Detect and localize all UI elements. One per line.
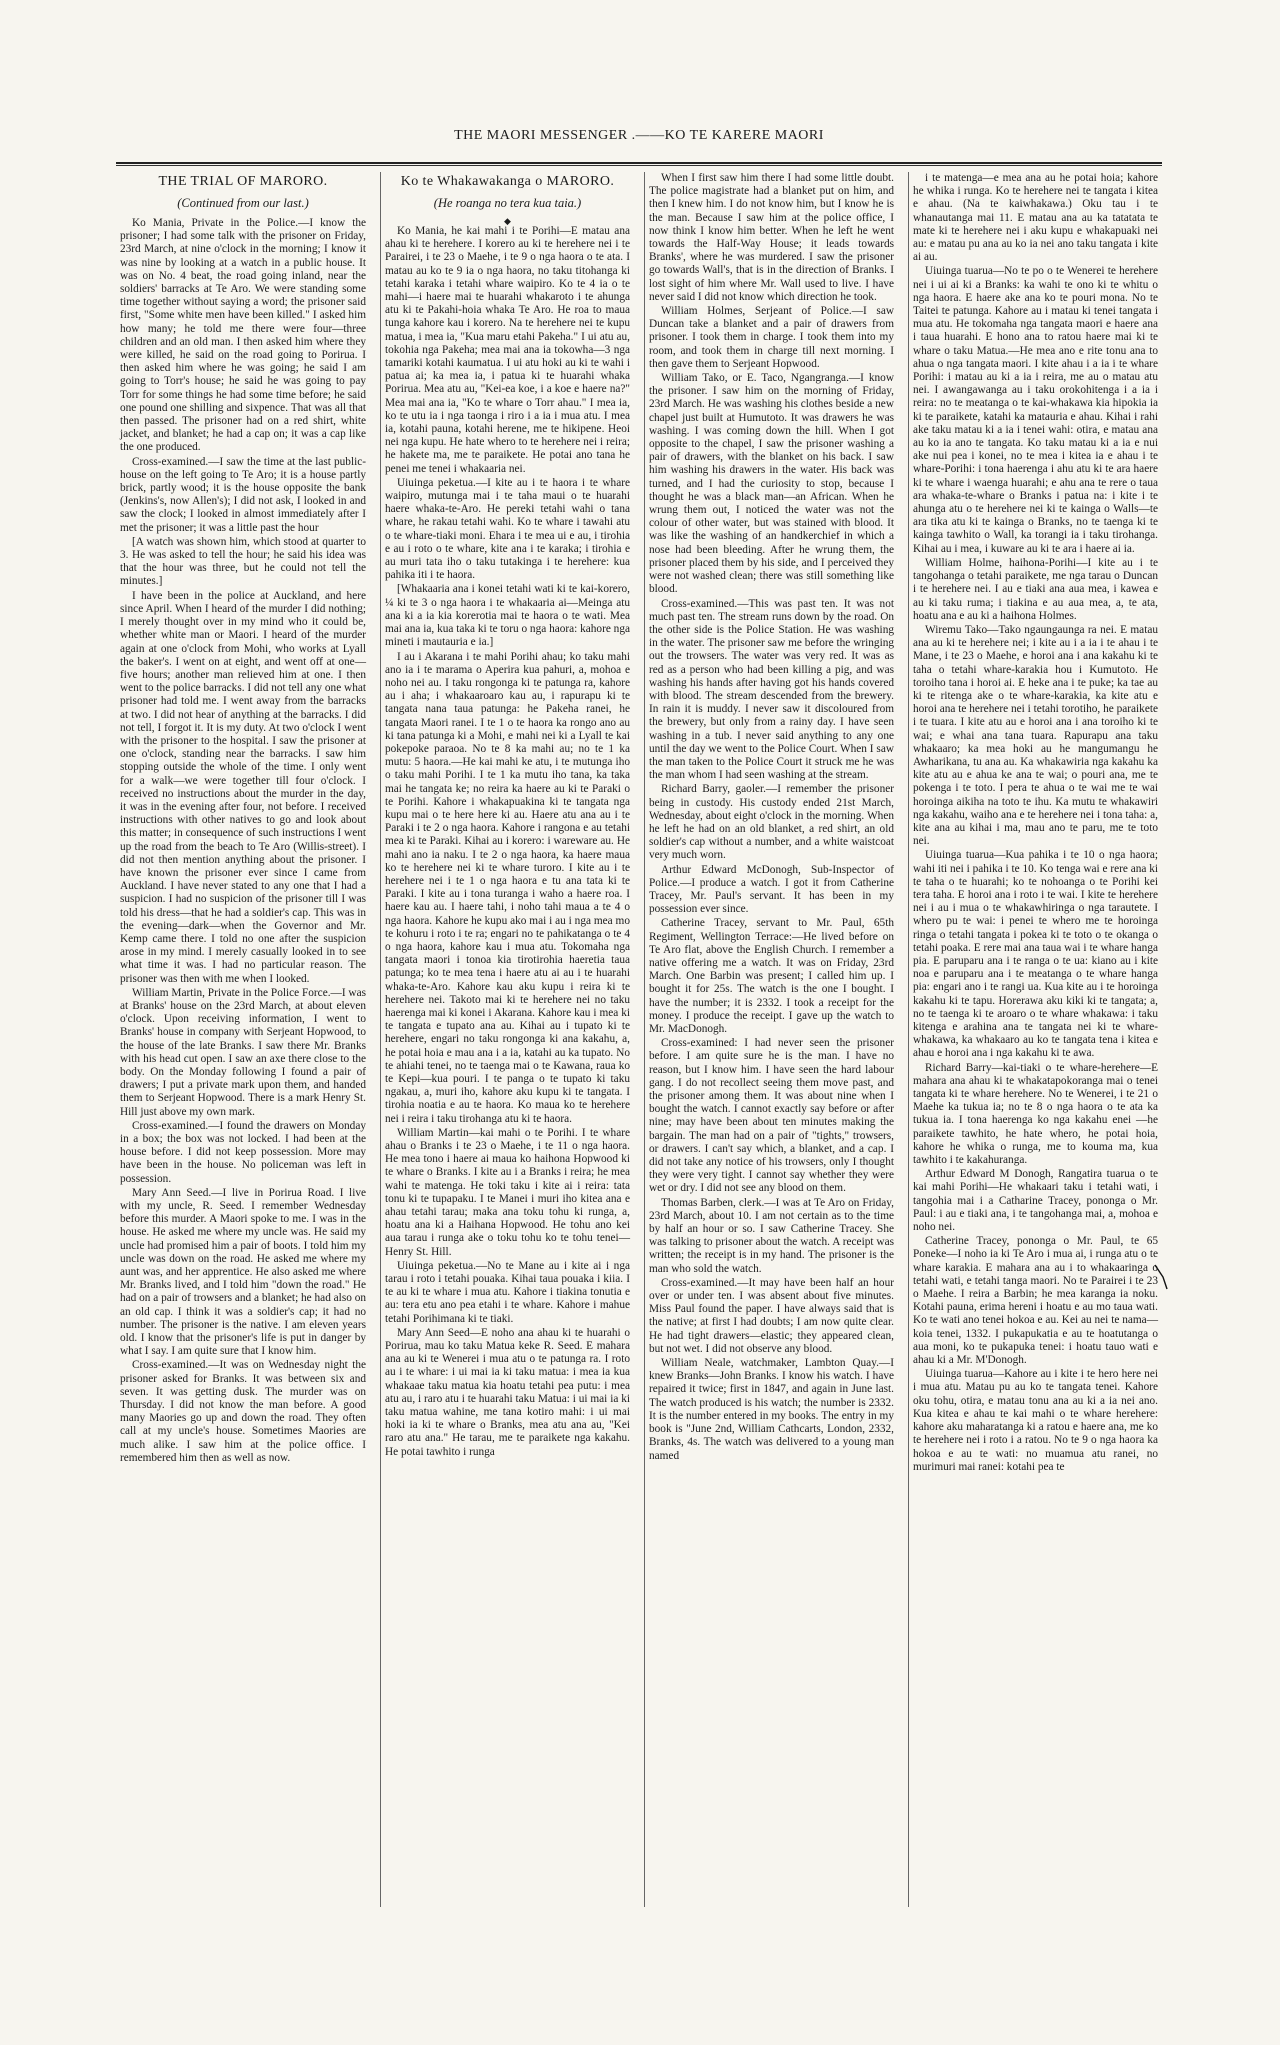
paragraph: William Holme, haihona-Porihi—I kite au i te tangohanga o tetahi paraikete, me nga tarau o Duncan i te herehere nei. I au e tiaki ana aua mea, i kawea e au ki taku ruma; i tiakina e au aua mea, a, te ata, hoatu ana e au ki a haihona Holmes. [913,556,1158,622]
paragraph: Cross-examined.—It was on Wednesday night the prisoner asked for Branks. It was between six and seven. It was getting dusk. The murder was on Thursday. I did not know the man before. A good many Maories go up and down the road. They often call at my uncle's house. Sometimes Maories are much alike. I saw him at the police office. I remembered him then as well as now. [120,1359,366,1464]
running-head: THE MAORI MESSENGER .——KO TE KARERE MAORI [454,128,824,143]
paragraph: Mary Ann Seed.—I live in Porirua Road. I live with my uncle, R. Seed. I remember Wednesday before this murder. A Maori spoke to me. I was in the house. He asked me where my uncle was. He said my uncle had promised him a pair of boots. I told him my uncle was down on the road. He asked me where my aunt was, and her apprentice. He also asked me where Mr. Branks lived, and I told him "down the road." He had on a pair of trowsers and a blanket; he had also on an old cap. I think it was a soldier's cap; it had no number. The prisoner is the native. I am eleven years old. I know that the prisoner's life is put in danger by what I say. I am quite sure that I know him. [120,1186,366,1358]
paragraph: William Tako, or E. Taco, Ngangranga.—I know the prisoner. I saw him on the morning of Friday, 23rd March. He was washing his clothes beside a new chapel just built at Humutoto. It was drawers he was washing. I was coming down the hill. When I got opposite to the chapel, I saw the prisoner washing a pair of drawers, with the blanket on his back. I saw him washing his drawers in the water. His back was turned, and I had the curiosity to stop, because I thought he was a black man—an African. When he wrung them out, I noticed the water was not the colour of other water, but was stained with blood. It was like the washing of an handkerchief in which a nose had been bleeding. After he wrung them, the prisoner placed them by his side, and I perceived they were not washed clean; there was still something like blood. [649,372,894,596]
header-rule-thin [116,165,1162,166]
header-rule [116,162,1162,164]
margin-pen-mark [1154,1264,1168,1290]
article-subtitle-maori: (He roanga no tera kua taia.) [433,196,582,210]
paragraph: Ko Mania, Private in the Police.—I know the prisoner; I had some talk with the prisoner on Friday, 23rd March, at nine o'clock in the morning; I know it was nine by looking at a watch in a public house. It was on No. 4 beat, the road going inland, near the soldiers' barracks at Te Aro. We were standing some time together without saying a word; the prisoner said first, "Some white men have been killed." I asked him how many; he told me there were four—three children and an old man. I then asked him where they were killed, he said on the road going to Porirua. I then asked him where he was going; he said I am going to Torr's house; he said he was going to pay Torr for some things he had some time before; he said one pound one shilling and sixpence. That was all that then passed. The prisoner had on a red shirt, white jacket, and blanket; he had a cap on; it was a cap like the one produced. [120,217,366,454]
paragraph: Mary Ann Seed—E noho ana ahau ki te huarahi o Porirua, mau ko taku Matua keke R. Seed. E mahara ana au ki te Wenerei i mua atu o te patunga ra. I roto au i te whare: i ui mai ia ki taku matua: i mea ia kua whakaae taku matua kia hoatu tetahi pea putu: i mea atu au, i raro atu i te huarahi taku Matua: i ui mai ia ki taku matua wahine, me tana kotiro mahi: i ui mai hoki ia ki te whare o Branks, mea atu ana au, "Kei raro atu ana." He tarau, me te paraikete nga kakahu. He potai tawhito i runga [385,1326,630,1458]
paragraph: Cross-examined.—It may have been half an hour over or under ten. I was absent about five minutes. Miss Paul found the paper. I have always said that is the native; at first I had doubts; I am now quite clear. He had tight drawers—elastic; they appeared clean, but not wet. I did not observe any blood. [649,1276,894,1355]
newspaper-page [0,128,1280,2045]
paragraph: Cross-examined: I had never seen the prisoner before. I am quite sure he is the man. I have no reason, but I know him. I have seen the hard labour gang. I do not recollect seeing them move past, and the prisoner among them. It was about nine when I bought the watch. I cannot exactly say before or after nine; may have been about ten minutes making the bargain. The man had on a pair of "tights," trowsers, or drawers. I can't say which, a blanket, and a cap. I did not take any notice of his trowsers, only I thought they were very tight. I cannot say whether they were wet or dry. I did not see any blood on them. [649,1037,894,1195]
paragraph: I have been in the police at Auckland, and here since April. When I heard of the murder I did nothing; I merely thought over in my mind who it could be, whether white man or Maori. I heard of the murder again at one o'clock from Mohi, who works at Lyall the baker's. I went on at eight, and went off at one—five hours; another man relieved him at one. I then went to the police barracks. I did not tell any one what prisoner had told me. I went away from the barracks at two. I did not hear of anything at the barracks. I did not tell, I forgot it. It is my duty. At two o'clock I went with the prisoner to the hospital. I saw the prisoner at one o'clock, standing near the barracks. I saw him stopping outside the whole of the time. I only went for a walk—we were together till four o'clock. I received no instructions about the murder in the day, it was in the evening after four, not before. I received instructions with other natives to go and look about this matter; in consequence of such instructions I went up the road from the beach to Te Aro (Willis-street). I did not then mention anything about the prisoner. I have known the prisoner ever since I came from Auckland. I have never stated to any one that I had a suspicion. I had no suspicion of the prisoner till I was told his dress—that he had a soldier's cap. This was in the evening—dark—when the Governor and Mr. Kemp came there. I told no one after the suspicion arose in my mind. I merely casually looked in to see what time it was. I had no particular reason. The prisoner was then with me when I looked. [120,589,366,985]
paragraph: i te matenga—e mea ana au he potai hoia; kahore he whika i runga. Ko te herehere nei te tangata i kitea e ahau. (Na te kaiwhakawa.) Oku tau i te whanautanga mai 11. E matau ana au ka tatatata te mate ki te herehere nei i aku kupu e whakapuaki nei au: e matau pu ana au ko ia nei ano taku tangata i kite ai au. [913,172,1158,264]
paragraph: Cross-examined.—This was past ten. It was not much past ten. The stream runs down by the road. On the other side is the Police Station. He was washing in the water. The prisoner saw me before the wringing out the trowsers. The water was very red. It was as red as a person who had been killing a pig, and was washing his hands after having got his hands covered with blood. The stream descended from the brewery. In rain it is muddy. I never saw it discoloured from the brewery, but only from a rainy day. I have seen washing in a tub. I never said anything to any one until the day we went to the Police Court. When I saw the man taken to the Police Court it struck me he was the man whom I had seen washing at the stream. [649,597,894,782]
article-body-english [120,217,366,1465]
paragraph: I au i Akarana i te mahi Porihi ahau; ko taku mahi ano ia i te marama o Aperira kua pahuri, a, mohoa e noho nei au. I taku rongonga ki te patunga ra, kahore au i aha; i whakaaroaro kau au, i rapurapu ki te tangata nana taua patunga: he Pakeha ranei, he tangata Maori ranei. I te 1 o te haora ka rongo ano au ki tana patunga ki a Mohi, e mahi nei ki a Lyall te kai pokepoke paraoa. No te 8 ka mahi au; no te 1 ka mutu: 5 haora.—He kai mahi ke atu, i te mutunga iho o taku mahi Porihi. I te 1 ka mutu iho tana, ka taka mai he tangata ke; no reira ka haere au ki te Paraki o te Porihi. Kahore i whakapuakina ki te tangata nga kupu mai o te here here ki au. Haere atu ana au i te Paraki i te 2 o nga haora. Kahore i rangona e au tetahi mea ki te Paraki. Kihai au i korero: i wareware au. He mahi ano ia naku. I te 2 o nga haora, ka haere maua ko te herehere nei ki te whare turoro. I kite au i te herehere nei i te 1 o nga haora e tu ana tata ki te Paraki. I kite au i tona turanga i waho a haere roa. I haere kau au. I haere tahi, i noho tahi maua a te 4 o nga haora. Kahore he kupu ako mai i au i nga mea mo te kohuru i roto i te ra; engari no te pahikatanga o te 4 o nga haora, kahore kau i mua atu. Tokomaha nga tangata maori i tonoa kia tirotirohia haeretia taua patunga; ko te mea tena i haere atu ai au i te huarahi whaka-te-Aro. Kahore kau aku kupu i reira ki te herehere nei. Takoto mai ki te herehere nei no taku haerenga mai ki konei i Akarana. Kahore kau i mea ki te tangata e tupato ana au. Kihai au i tupato ki te herehere, engari no taku rongonga ki ana kakahu, a, he potai hoia e mau ana i a ia, katahi au ka tupato. No te ahiahi tenei, no te taenga mai o te Kawana, raua ko te Kepi—kua pouri. I te panga o te tupato ki taku ngakau, a, muri iho, kahore aku kupu ki te tangata. I tirohia noatia e au te haora. Ko maua ko te herehere nei i reira i taku tirohanga atu ki te haora. [385,650,630,1125]
article-body-english-continued [649,172,894,1463]
columns [116,172,1162,1907]
paragraph: Arthur Edward M Donogh, Rangatira tuarua o te kai mahi Porihi—He whakaari taku i tetahi wati, i tangohia mai i a Catharine Tracey, pononga o Mr. Paul: i au e tiaki ana, i te tangohanga mai, a, mohoa e noho nei. [913,1168,1158,1234]
paragraph: Ko Mania, he kai mahi i te Porihi—E matau ana ahau ki te herehere. I korero au ki te herehere nei i te Parairei, i te 23 o Maehe, i te 9 o nga haora o te ata. I matau au ko te 9 ia o nga haora, no taku titohanga ki tetahi karaka i tetahi whare waipiro. Ko te 4 ia o te mahi—i haere mai te huarahi whakaroto i te ahunga atu ki te Pakahi-hoia whaka Te Aro. He roa to maua tunga kahore kau i korero. Na te herehere nei te kupu matua, i mea ia, "Kua maru etahi Pakeha." I ui atu au, tokohia nga Pakeha; mea mai ana ia tokowha—3 nga tamariki kotahi kaumatua. I ui atu hoki au ki te wahi i patua ai; ka mea ia, i patua ki te huarahi whaka Porirua. Mea atu au, "Kei-ea koe, i a koe e haere na?" Mea mai ana ia, "Ko te whare o Torr ahau." I mea ia, ko te utu ia i nga taonga i riro i a ia i mua atu. I mea ia, kotahi pauna, kotahi herene, me te hikipene. Heoi nei nga kupu. He hate whero to te herehere nei i reira; he hakete ma, me te paraikete. He potai ano tana he penei me tenei i whakaaria nei. [385,225,630,475]
column-maori-continued [908,172,1162,1907]
paragraph: Uiuinga peketua.—I kite au i te haora i te whare waipiro, mutunga mai i te taha maui o te huarahi haere whaka-te-Aro. He pereki tetahi wahi o tana whare, he rakau tetahi wahi. Ko te whare i tawahi atu o te whare-tiaki moni. Ehara i te mea ui e au, i tirohia e au i roto o te whare, kite ana i te karaka; i tirohia e au muri tata iho o taku tutakinga i te herehere: kua pahika iti i te haora. [385,476,630,582]
paragraph: Uiuinga tuarua—Kua pahika i te 10 o nga haora; wahi iti nei i pahika i te 10. Ko tenga wai e rere ana ki te taha o te huarahi; ko te nohoanga o te Porihi kei tera taha. E horoi ana i roto i te wai. I kite te herehere nei i au i mua o te whakawhiringa o nga tarautete. I whero pu te wai: i penei te whero me te horoinga ringa o tetahi tangata i pokea ki te toto o te okanga o tetahi poaka. E rere mai ana taua wai i te whare hanga pia. E paruparu ana i te ranga o te ua: kiano au i kite noa e paruparu ana i te meatanga o te whare hanga pia: engari ano i te rangi ua. Kua kite au i te horoinga kakahu ki te tapu. Horerawa aku kiki ki te tangata; a, no te taenga ki te aroaro o te whare whakawa: i taku kitenga e arahina ana te tangata nei ki te whare-whakawa, ka whakaaro au ko te tangata tena i kitea e ahau e horoi ana i nga kakahu ki te awa. [913,849,1158,1060]
ornament-divider: ◆ [504,216,511,226]
paragraph: William Martin, Private in the Police Force.—I was at Branks' house on the 23rd March, at about eleven o'clock. Upon receiving information, I went to Branks' house in company with Serjeant Hopwood, to the house of the late Branks. I saw there Mr. Branks with his head cut open. I saw an axe there close to the body. On the Monday following I found a pair of drawers; I put a private mark upon them, and handed them to Serjeant Hopwood. There is a mark Henry St. Hill just above my own mark. [120,986,366,1118]
column-maori-trial [380,172,634,1907]
paragraph: Catherine Tracey, servant to Mr. Paul, 65th Regiment, Wellington Terrace:—He lived before on Te Aro flat, above the English Church. I remember a native offering me a watch. It was on Friday, 23rd March. One Barbin was present; I called him up. I bought it for 25s. The watch is the one I bought. I have the number; it is 2332. I took a receipt for the money. I produce the receipt. I gave up the watch to Mr. MacDonogh. [649,917,894,1035]
paragraph: Thomas Barben, clerk.—I was at Te Aro on Friday, 23rd March, about 10. I am not certain as to the time by half an hour or so. I saw Catherine Tracey. She was talking to prisoner about the watch. A receipt was written; the receipt is in my hand. The prisoner is the man who sold the watch. [649,1196,894,1275]
article-body-maori [385,225,630,1459]
article-subtitle-english: (Continued from our last.) [177,196,309,210]
paragraph: Uiuinga peketua.—No te Mane au i kite ai i nga tarau i roto i tetahi pouaka. Kihai taua pouaka i kiia. I te au ki te whare i mua atu. Kahore i tiakina tonutia e au: tera etu ano pea etahi i te whare. Kahore i mahue tetahi Porihimana ki te tiaki. [385,1259,630,1325]
paragraph: Richard Barry, gaoler.—I remember the prisoner being in custody. His custody ended 21st March, Wednesday, about eight o'clock in the morning. When he left he had on an old blanket, a red shirt, an old soldier's cap without a number, and a white waistcoat very much worn. [649,783,894,862]
paragraph: Uiuinga tuarua—No te po o te Wenerei te herehere nei i ui ai ki a Branks: ka wahi te ono ki te whitu o nga haora. E haere ake ana ko te pouri mona. No te Taitei te patunga. Kahore au i matau ki tenei tangata i mua atu. He tokomaha nga tangata maori e haere ana i taua huarahi. E hono ana to ratou haere mai ki te whare o taku Matua.—He mea ano e rite tonu ana to ahua o nga tangata maori. I kite ahau i a ia i te whare Porihi: i matau au ki a ia i reira, me au o matau atu nei. I awangawanga au i taku orokohitenga i a ia i reira: no te meatanga o te kai-whakawa kia hipokia ia ki te paraikete, katahi ka matauria e ahau. Kihai i rahi ake taku matau ki a ia i tenei wahi: otira, e matau ana au ko ia ano te tangata. Ko taku matau ki a ia e nui ake nui pea i konei, no te mea i kitea ia e ahau i te whare-Porihi: i tona haerenga i ahu atu ki te ara haere ki te whare i waenga huarahi; e ahu ana te rere o taua ara whaka-te-whare o Branks i patua na: i kite i te ahunga atu o te herehere nei ki te kainga o Walls—te ara tika atu ki te kainga o Branks, no te taenga ki te kainga tawhito o Wall, ka torangi ia i taku tirohanga. Kihai au i mea, i kuware au ki te ara i haere ai ia. [913,265,1158,555]
paragraph: Arthur Edward McDonogh, Sub-Inspector of Police.—I produce a watch. I got it from Catherine Tracey, Mr. Paul's servant. It has been in my possession ever since. [649,863,894,916]
paragraph: When I first saw him there I had some little doubt. The police magistrate had a blanket put on him, and then I knew him. I do not know him, but I know he is the man. Because I saw him at the police office, I now think I know him better. When he left he went towards the Half-Way House; it leads towards Branks', where he was murdered. I saw the prisoner go towards Wall's, that is in the direction of Branks. I lost sight of him where Mr. Wall used to live. I have never said I did not know which direction he took. [649,172,894,303]
paragraph: [A watch was shown him, which stood at quarter to 3. He was asked to tell the hour; he said his idea was that the hour was three, but he could not tell the minutes.] [120,535,366,588]
article-body-maori-continued [913,172,1158,1474]
paragraph: William Martin—kai mahi o te Porihi. I te whare ahau o Branks i te 23 o Maehe, i te 11 o nga haora. He mea tono i haere ai maua ko haihona Hopwood ki te whare o Branks. I kite au i a Branks i reira; he mea wahi te matenga. He toki taku i kite ai i reira: tata tonu ki te tupapaku. I te Manei i muri iho kitea ana e ahau tetahi tarau; maka ana toku tohu ki runga, a, hoatu ana ki a Haihana Hopwood. He tohu ano kei aua tarau i runga ake o toku tohu ko te tohu tenei—Henry St. Hill. [385,1126,630,1258]
paragraph: Catherine Tracey, pononga o Mr. Paul, te 65 Poneke—I noho ia ki Te Aro i mua ai, i runga atu o te whare karakia. E mahara ana au i to whakaaringa o tetahi wati, e tetahi tanga maori. No te Parairei i te 23 o Maehe. I reira a Barbin; he mea karanga ia noku. Kotahi pauna, erima hereni i hoatu e au mo taua wati. Ko te wati ano tenei hokoa e au. Kei au nei te nama—koia tenei, 1332. I pukapukatia e au te hoatutanga o aua moni, ko te pukapuka tenei: i hoatu tauo wati e ahau ki a Mr. M'Donogh. [913,1235,1158,1367]
paragraph: Uiuinga tuarua—Kahore au i kite i te hero here nei i mua atu. Matau pu au ko te tangata tenei. Kahore oku tohu, otira, e matau tonu ana au ki a ia nei ano. Kua kitea e ahau te kai mahi o te whare herehere: kahore aku maharatanga ki a ratou e haere ana, me ko te herehere nei i roto i a ratou. No te 9 o nga haora ka hokoa e au te wati: no muamua atu ranei, no murimuri mai ranei: kotahi pea te [913,1368,1158,1473]
paragraph: William Neale, watchmaker, Lambton Quay.—I knew Branks—John Branks. I know his watch. I have repaired it twice; first in 1847, and again in June last. The watch produced is his watch; the number is 2332. It is the number entered in my books. The entry in my book is "June 2nd, William Cathcarts, London, 2332, Branks, 4s. The watch was delivered to a young man named [649,1357,894,1462]
paragraph: [Whakaaria ana i konei tetahi wati ki te kai-korero, ¼ ki te 3 o nga haora i te whakaaria ai—Meinga atu ana ki a ia kia korerotia mai te haora o te wati. Mea mai ana ia, kua taka ki te toru o nga haora: kahore nga mineti i mautauria e ia.] [385,583,630,649]
paragraph: Cross-examined.—I found the drawers on Monday in a box; the box was not locked. I had been at the house before. I did not keep possession. More may have been in the house. No policeman was left in possession. [120,1119,366,1185]
article-title-english: THE TRIAL OF MARORO. [158,174,328,189]
paragraph: William Holmes, Serjeant of Police.—I saw Duncan take a blanket and a pair of drawers from prisoner. I took them in charge. I took them into my room, and took them in charge till next morning. I then gave them to Serjeant Hopwood. [649,305,894,370]
column-english-trial [116,172,370,1907]
article-title-maori: Ko te Whakawakanga o MARORO. [400,174,615,189]
paragraph: Cross-examined.—I saw the time at the last public-house on the left going to Te Aro; it is a house partly brick, partly wood; it is the house opposite the bank (Jenkins's, now Allen's); I did not ask, I looked in and saw the clock; I looked in almost immediately after I met the prisoner; it was a little past the hour [120,455,366,534]
column-english-continued [644,172,898,1907]
paragraph: Richard Barry—kai-tiaki o te whare-herehere—E mahara ana ahau ki te whakatapokoranga mai o tenei tangata ki te whare herehere. No te Wenerei, i te 21 o Maehe ka tukua ia; no te 8 o nga haora o te ata ka tukua ia. I tona haerenga ko nga kakahu enei —he paraikete tawhito, he hate whero, he potai hoia, kahore he whika o runga, me to kouma ma, kua tawhito i te kakahuranga. [913,1061,1158,1167]
paragraph: Wiremu Tako—Tako ngaungaunga ra nei. E matau ana au ki te herehere nei; i kite au i a ia i te ahau i te Mane, i te 23 o Maehe, e horoi ana i ana kakahu ki te taha o tetahi whare-karakia hou i Kumutoto. He toroiho tana i horoi ai. E heke ana i te puke; ka tae au ki te ritenga ake o te whare-karakia, ka kite atu e horoi ana te herehere nei i tetahi torotiho, he paraikete i te tuara. I kite atu au e horoi ana i ana toroiho ki te wai; e whai ana tana tuara. Rapurapu ana taku whakaaro; ka mea hoki au he mangumangu he Awharikana, tu ana au. Ka whakawiria nga kakahu ka kite atu au e ahua ke ana te wai; o pouri ana, me te pokenga i te toto. I pera te ahua o te wai me te wai horoinga aikiha na toto te ihu. Ka mutu te whakawiri nga kakahu, waiho ana e te herehere nei i tona taha: a, kite ana au kihai i ma, mau ano te paru, me te toto nei. [913,623,1158,848]
